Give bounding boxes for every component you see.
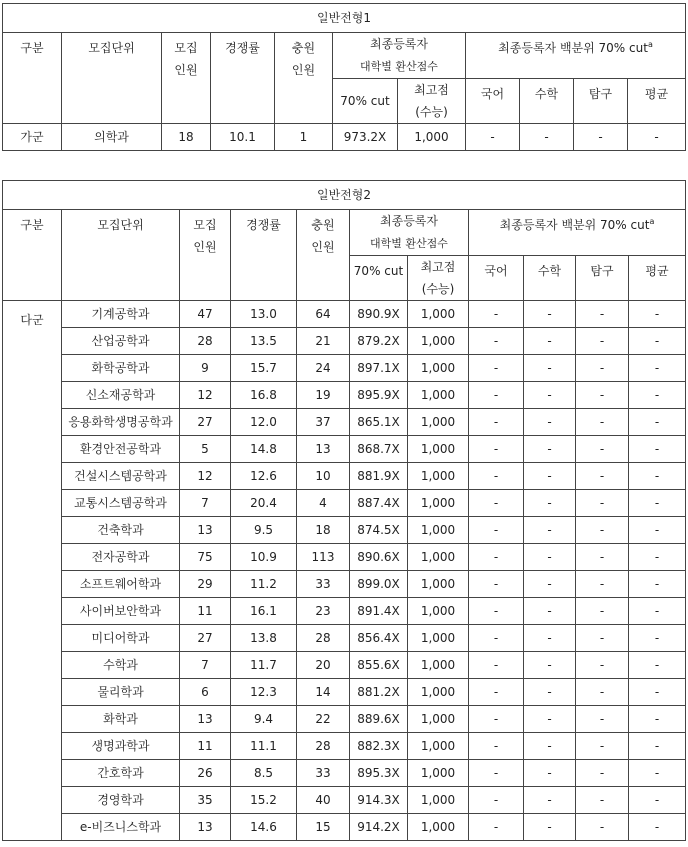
header-cut70: 70% cut bbox=[333, 79, 398, 124]
inquiry-cell: - bbox=[576, 301, 629, 328]
inquiry-cell: - bbox=[576, 355, 629, 382]
max-cell: 1,000 bbox=[398, 124, 466, 151]
table-row bbox=[3, 463, 686, 490]
average-cell: - bbox=[629, 706, 686, 733]
average-cell: - bbox=[629, 787, 686, 814]
unit-cell: 화학과 bbox=[62, 706, 180, 733]
max-cell: 1,000 bbox=[408, 463, 469, 490]
quota-cell: 26 bbox=[180, 760, 231, 787]
quota-cell: 13 bbox=[180, 517, 231, 544]
math-cell: - bbox=[524, 436, 576, 463]
inquiry-cell: - bbox=[576, 409, 629, 436]
cut-cell: 874.5X bbox=[350, 517, 408, 544]
ratio-cell: 8.5 bbox=[231, 760, 297, 787]
unit-cell: 환경안전공학과 bbox=[62, 436, 180, 463]
inquiry-cell: - bbox=[576, 733, 629, 760]
max-cell: 1,000 bbox=[408, 814, 469, 841]
header-math: 수학 bbox=[524, 256, 576, 301]
math-cell: - bbox=[524, 409, 576, 436]
quota-cell: 35 bbox=[180, 787, 231, 814]
max-cell: 1,000 bbox=[408, 679, 469, 706]
header-percentile: 최종등록자 백분위 70% cut$^a$ bbox=[466, 33, 686, 79]
math-cell: - bbox=[524, 706, 576, 733]
max-cell: 1,000 bbox=[408, 625, 469, 652]
table-row bbox=[3, 301, 686, 328]
unit-cell: 미디어학과 bbox=[62, 625, 180, 652]
cut-cell: 897.1X bbox=[350, 355, 408, 382]
korean-cell: - bbox=[469, 814, 524, 841]
inquiry-cell: - bbox=[576, 760, 629, 787]
unit-cell: 물리학과 bbox=[62, 679, 180, 706]
cut-cell: 887.4X bbox=[350, 490, 408, 517]
math-cell: - bbox=[520, 124, 574, 151]
average-cell: - bbox=[629, 301, 686, 328]
extra-cell: 4 bbox=[297, 490, 350, 517]
extra-cell: 33 bbox=[297, 760, 350, 787]
ratio-cell: 9.4 bbox=[231, 706, 297, 733]
korean-cell: - bbox=[469, 301, 524, 328]
header-average: 평균 bbox=[628, 79, 686, 124]
inquiry-cell: - bbox=[576, 706, 629, 733]
math-cell: - bbox=[524, 625, 576, 652]
inquiry-cell: - bbox=[576, 544, 629, 571]
average-cell: - bbox=[629, 679, 686, 706]
extra-cell: 22 bbox=[297, 706, 350, 733]
quota-cell: 11 bbox=[180, 733, 231, 760]
ratio-cell: 12.6 bbox=[231, 463, 297, 490]
average-cell: - bbox=[628, 124, 686, 151]
unit-cell: 기계공학과 bbox=[62, 301, 180, 328]
korean-cell: - bbox=[469, 517, 524, 544]
extra-cell: 37 bbox=[297, 409, 350, 436]
unit-cell: 산업공학과 bbox=[62, 328, 180, 355]
header-ratio: 경쟁률 bbox=[211, 33, 275, 124]
average-cell: - bbox=[629, 355, 686, 382]
header-inquiry: 탐구 bbox=[574, 79, 628, 124]
korean-cell: - bbox=[469, 382, 524, 409]
header-korean: 국어 bbox=[466, 79, 520, 124]
korean-cell: - bbox=[469, 760, 524, 787]
inquiry-cell: - bbox=[576, 517, 629, 544]
max-cell: 1,000 bbox=[408, 490, 469, 517]
table-row bbox=[3, 814, 686, 841]
math-cell: - bbox=[524, 652, 576, 679]
ratio-cell: 11.7 bbox=[231, 652, 297, 679]
unit-cell: 교통시스템공학과 bbox=[62, 490, 180, 517]
quota-cell: 7 bbox=[180, 652, 231, 679]
ratio-cell: 12.3 bbox=[231, 679, 297, 706]
inquiry-cell: - bbox=[576, 679, 629, 706]
inquiry-cell: - bbox=[576, 652, 629, 679]
header-math: 수학 bbox=[520, 79, 574, 124]
cut-cell: 868.7X bbox=[350, 436, 408, 463]
extra-cell: 40 bbox=[297, 787, 350, 814]
math-cell: - bbox=[524, 517, 576, 544]
header-extra: 충원 인원 bbox=[275, 33, 333, 124]
extra-cell: 28 bbox=[297, 625, 350, 652]
header-ratio: 경쟁률 bbox=[231, 210, 297, 301]
table-row bbox=[3, 760, 686, 787]
header-average: 평균 bbox=[629, 256, 686, 301]
math-cell: - bbox=[524, 814, 576, 841]
math-cell: - bbox=[524, 328, 576, 355]
ratio-cell: 13.8 bbox=[231, 625, 297, 652]
table-row bbox=[3, 706, 686, 733]
average-cell: - bbox=[629, 490, 686, 517]
ratio-cell: 12.0 bbox=[231, 409, 297, 436]
table-row bbox=[3, 733, 686, 760]
korean-cell: - bbox=[469, 679, 524, 706]
inquiry-cell: - bbox=[576, 490, 629, 517]
unit-cell: 사이버보안학과 bbox=[62, 598, 180, 625]
average-cell: - bbox=[629, 760, 686, 787]
ratio-cell: 11.2 bbox=[231, 571, 297, 598]
cut-cell: 889.6X bbox=[350, 706, 408, 733]
max-cell: 1,000 bbox=[408, 733, 469, 760]
ratio-cell: 14.6 bbox=[231, 814, 297, 841]
max-cell: 1,000 bbox=[408, 355, 469, 382]
max-cell: 1,000 bbox=[408, 598, 469, 625]
table-row bbox=[3, 625, 686, 652]
inquiry-cell: - bbox=[576, 463, 629, 490]
table-row bbox=[3, 355, 686, 382]
unit-cell: e-비즈니스학과 bbox=[62, 814, 180, 841]
quota-cell: 6 bbox=[180, 679, 231, 706]
ratio-cell: 20.4 bbox=[231, 490, 297, 517]
cut-cell: 973.2X bbox=[333, 124, 398, 151]
extra-cell: 24 bbox=[297, 355, 350, 382]
korean-cell: - bbox=[469, 706, 524, 733]
average-cell: - bbox=[629, 544, 686, 571]
quota-cell: 7 bbox=[180, 490, 231, 517]
korean-cell: - bbox=[469, 652, 524, 679]
header-inquiry: 탐구 bbox=[576, 256, 629, 301]
korean-cell: - bbox=[469, 625, 524, 652]
extra-cell: 64 bbox=[297, 301, 350, 328]
cut-cell: 881.2X bbox=[350, 679, 408, 706]
unit-cell: 건설시스템공학과 bbox=[62, 463, 180, 490]
extra-cell: 23 bbox=[297, 598, 350, 625]
max-cell: 1,000 bbox=[408, 328, 469, 355]
max-cell: 1,000 bbox=[408, 382, 469, 409]
header-unit: 모집단위 bbox=[62, 33, 162, 124]
max-cell: 1,000 bbox=[408, 652, 469, 679]
average-cell: - bbox=[629, 409, 686, 436]
extra-cell: 10 bbox=[297, 463, 350, 490]
header-korean: 국어 bbox=[469, 256, 524, 301]
header-max: 최고점 (수능) bbox=[398, 79, 466, 124]
extra-cell: 20 bbox=[297, 652, 350, 679]
table-row bbox=[3, 787, 686, 814]
table-row bbox=[3, 598, 686, 625]
unit-cell: 수학과 bbox=[62, 652, 180, 679]
max-cell: 1,000 bbox=[408, 517, 469, 544]
max-cell: 1,000 bbox=[408, 787, 469, 814]
ratio-cell: 10.9 bbox=[231, 544, 297, 571]
cut-cell: 890.9X bbox=[350, 301, 408, 328]
average-cell: - bbox=[629, 598, 686, 625]
math-cell: - bbox=[524, 760, 576, 787]
max-cell: 1,000 bbox=[408, 301, 469, 328]
extra-cell: 19 bbox=[297, 382, 350, 409]
header-cut70: 70% cut bbox=[350, 256, 408, 301]
max-cell: 1,000 bbox=[408, 409, 469, 436]
quota-cell: 28 bbox=[180, 328, 231, 355]
max-cell: 1,000 bbox=[408, 760, 469, 787]
table-row bbox=[3, 490, 686, 517]
average-cell: - bbox=[629, 625, 686, 652]
unit-cell: 경영학과 bbox=[62, 787, 180, 814]
cut-cell: 879.2X bbox=[350, 328, 408, 355]
unit-cell: 전자공학과 bbox=[62, 544, 180, 571]
max-cell: 1,000 bbox=[408, 706, 469, 733]
header-final-score: 최종등록자 대학별 환산점수 bbox=[350, 210, 469, 256]
quota-cell: 12 bbox=[180, 463, 231, 490]
max-cell: 1,000 bbox=[408, 436, 469, 463]
unit-cell: 신소재공학과 bbox=[62, 382, 180, 409]
extra-cell: 33 bbox=[297, 571, 350, 598]
math-cell: - bbox=[524, 787, 576, 814]
average-cell: - bbox=[629, 571, 686, 598]
quota-cell: 9 bbox=[180, 355, 231, 382]
inquiry-cell: - bbox=[576, 571, 629, 598]
table-row bbox=[3, 436, 686, 463]
average-cell: - bbox=[629, 382, 686, 409]
quota-cell: 75 bbox=[180, 544, 231, 571]
math-cell: - bbox=[524, 571, 576, 598]
korean-cell: - bbox=[469, 571, 524, 598]
math-cell: - bbox=[524, 598, 576, 625]
cut-cell: 881.9X bbox=[350, 463, 408, 490]
table-row bbox=[3, 409, 686, 436]
average-cell: - bbox=[629, 652, 686, 679]
cut-cell: 895.9X bbox=[350, 382, 408, 409]
ratio-cell: 14.8 bbox=[231, 436, 297, 463]
extra-cell: 113 bbox=[297, 544, 350, 571]
table-row bbox=[3, 571, 686, 598]
math-cell: - bbox=[524, 733, 576, 760]
ratio-cell: 16.1 bbox=[231, 598, 297, 625]
ratio-cell: 9.5 bbox=[231, 517, 297, 544]
quota-cell: 5 bbox=[180, 436, 231, 463]
max-cell: 1,000 bbox=[408, 571, 469, 598]
header-max: 최고점 (수능) bbox=[408, 256, 469, 301]
header-quota: 모집 인원 bbox=[162, 33, 211, 124]
admission-table-general-1 bbox=[2, 3, 686, 151]
header-quota: 모집 인원 bbox=[180, 210, 231, 301]
admission-table-general-2 bbox=[2, 180, 686, 841]
ratio-cell: 16.8 bbox=[231, 382, 297, 409]
korean-cell: - bbox=[469, 409, 524, 436]
ratio-cell: 15.2 bbox=[231, 787, 297, 814]
korean-cell: - bbox=[469, 733, 524, 760]
average-cell: - bbox=[629, 517, 686, 544]
average-cell: - bbox=[629, 436, 686, 463]
korean-cell: - bbox=[469, 787, 524, 814]
extra-cell: 21 bbox=[297, 328, 350, 355]
korean-cell: - bbox=[469, 490, 524, 517]
math-cell: - bbox=[524, 490, 576, 517]
korean-cell: - bbox=[469, 463, 524, 490]
extra-cell: 18 bbox=[297, 517, 350, 544]
average-cell: - bbox=[629, 463, 686, 490]
cut-cell: 865.1X bbox=[350, 409, 408, 436]
unit-cell: 소프트웨어학과 bbox=[62, 571, 180, 598]
cut-cell: 890.6X bbox=[350, 544, 408, 571]
korean-cell: - bbox=[469, 355, 524, 382]
math-cell: - bbox=[524, 463, 576, 490]
ratio-cell: 10.1 bbox=[211, 124, 275, 151]
table-row bbox=[3, 382, 686, 409]
ratio-cell: 13.0 bbox=[231, 301, 297, 328]
cut-cell: 914.2X bbox=[350, 814, 408, 841]
extra-cell: 15 bbox=[297, 814, 350, 841]
table-title: 일반전형2 bbox=[3, 181, 686, 210]
inquiry-cell: - bbox=[576, 814, 629, 841]
ratio-cell: 15.7 bbox=[231, 355, 297, 382]
math-cell: - bbox=[524, 382, 576, 409]
inquiry-cell: - bbox=[576, 436, 629, 463]
ratio-cell: 11.1 bbox=[231, 733, 297, 760]
quota-cell: 29 bbox=[180, 571, 231, 598]
cut-cell: 855.6X bbox=[350, 652, 408, 679]
unit-cell: 화학공학과 bbox=[62, 355, 180, 382]
korean-cell: - bbox=[466, 124, 520, 151]
cut-cell: 856.4X bbox=[350, 625, 408, 652]
math-cell: - bbox=[524, 301, 576, 328]
korean-cell: - bbox=[469, 328, 524, 355]
group-cell: 다군 bbox=[3, 301, 62, 841]
table-row bbox=[3, 679, 686, 706]
quota-cell: 27 bbox=[180, 625, 231, 652]
quota-cell: 13 bbox=[180, 706, 231, 733]
korean-cell: - bbox=[469, 436, 524, 463]
average-cell: - bbox=[629, 733, 686, 760]
extra-cell: 14 bbox=[297, 679, 350, 706]
inquiry-cell: - bbox=[576, 382, 629, 409]
cut-cell: 914.3X bbox=[350, 787, 408, 814]
extra-cell: 13 bbox=[297, 436, 350, 463]
korean-cell: - bbox=[469, 544, 524, 571]
header-percentile: 최종등록자 백분위 70% cut$^a$ bbox=[469, 210, 686, 256]
unit-cell: 의학과 bbox=[62, 124, 162, 151]
unit-cell: 건축학과 bbox=[62, 517, 180, 544]
cut-cell: 882.3X bbox=[350, 733, 408, 760]
header-gubun: 구분 bbox=[3, 210, 62, 301]
korean-cell: - bbox=[469, 598, 524, 625]
average-cell: - bbox=[629, 328, 686, 355]
inquiry-cell: - bbox=[576, 787, 629, 814]
inquiry-cell: - bbox=[576, 598, 629, 625]
header-final-score: 최종등록자 대학별 환산점수 bbox=[333, 33, 466, 79]
max-cell: 1,000 bbox=[408, 544, 469, 571]
extra-cell: 28 bbox=[297, 733, 350, 760]
table-row bbox=[3, 328, 686, 355]
group-cell: 가군 bbox=[3, 124, 62, 151]
unit-cell: 간호학과 bbox=[62, 760, 180, 787]
average-cell: - bbox=[629, 814, 686, 841]
unit-cell: 생명과학과 bbox=[62, 733, 180, 760]
quota-cell: 13 bbox=[180, 814, 231, 841]
header-unit: 모집단위 bbox=[62, 210, 180, 301]
header-gubun: 구분 bbox=[3, 33, 62, 124]
math-cell: - bbox=[524, 679, 576, 706]
quota-cell: 11 bbox=[180, 598, 231, 625]
extra-cell: 1 bbox=[275, 124, 333, 151]
quota-cell: 18 bbox=[162, 124, 211, 151]
inquiry-cell: - bbox=[576, 328, 629, 355]
quota-cell: 12 bbox=[180, 382, 231, 409]
inquiry-cell: - bbox=[574, 124, 628, 151]
math-cell: - bbox=[524, 544, 576, 571]
math-cell: - bbox=[524, 355, 576, 382]
table-title: 일반전형1 bbox=[3, 4, 686, 33]
quota-cell: 47 bbox=[180, 301, 231, 328]
unit-cell: 응용화학생명공학과 bbox=[62, 409, 180, 436]
quota-cell: 27 bbox=[180, 409, 231, 436]
table-row bbox=[3, 544, 686, 571]
inquiry-cell: - bbox=[576, 625, 629, 652]
table-row bbox=[3, 652, 686, 679]
table-row bbox=[3, 517, 686, 544]
cut-cell: 891.4X bbox=[350, 598, 408, 625]
ratio-cell: 13.5 bbox=[231, 328, 297, 355]
table-row bbox=[3, 124, 686, 151]
header-extra: 충원 인원 bbox=[297, 210, 350, 301]
cut-cell: 899.0X bbox=[350, 571, 408, 598]
cut-cell: 895.3X bbox=[350, 760, 408, 787]
